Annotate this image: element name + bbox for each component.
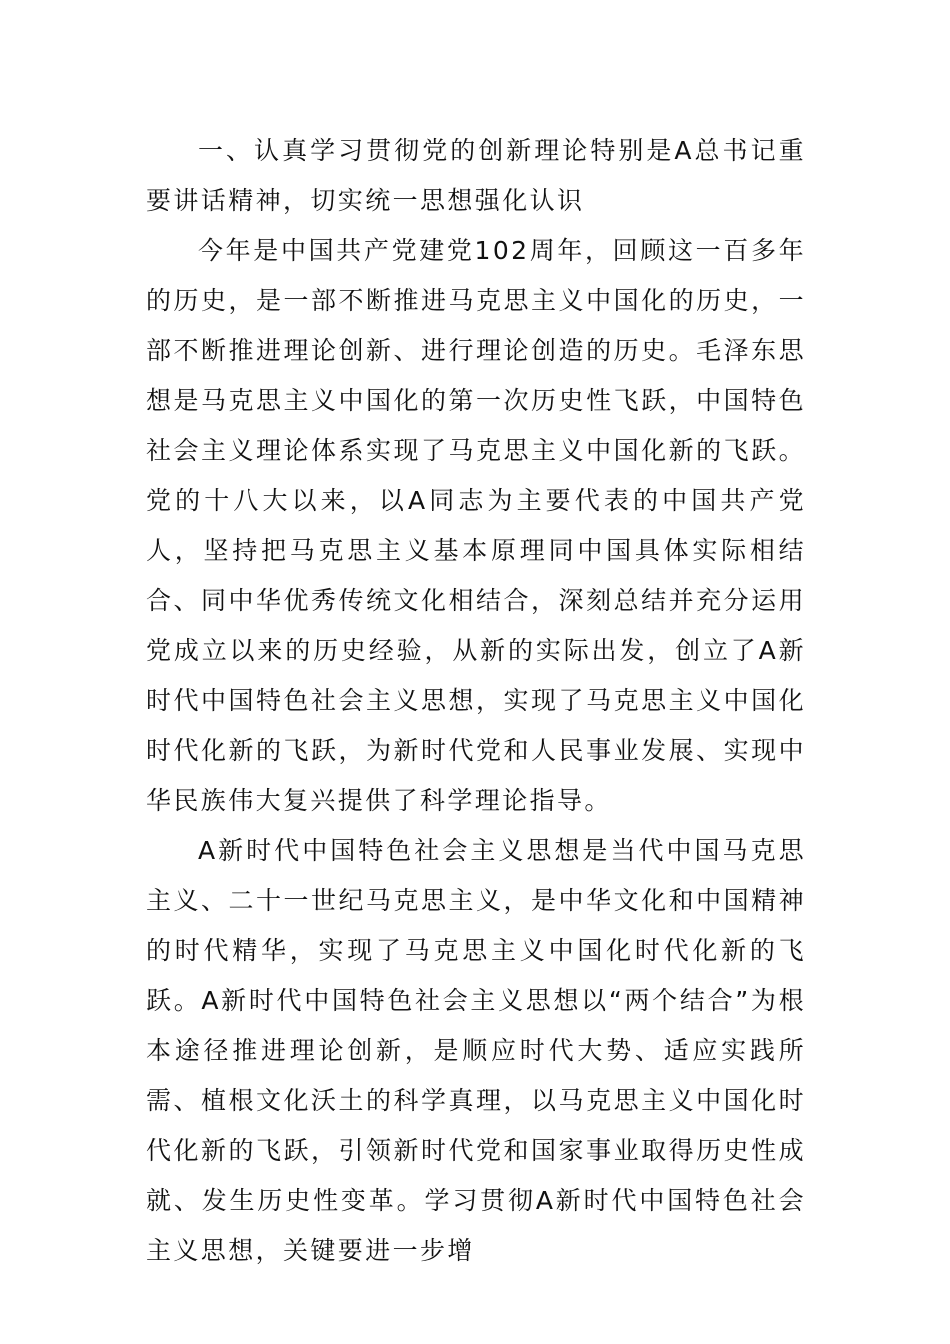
document-body: [146, 126, 806, 1276]
paragraph-2: A新时代中国特色社会主义思想是当代中国马克思主义、二十一世纪马克思主义，是中华文化和中国精神的时代精华，实现了马克思主义中国化时代化新的飞跃。A新时代中国特色社会主义思想以“两个结合”为根本途径推进理论创新，是顺应时代大势、适应实践所需、植根文化沃土的科学真理，以马克思主义中国化时代化新的飞跃，引领新时代党和国家事业取得历史性成就、发生历史性变革。学习贯彻A新时代中国特色社会主义思想，关键要进一步增: [146, 836, 806, 1265]
section-heading: 一、认真学习贯彻党的创新理论特别是A总书记重要讲话精神，切实统一思想强化认识: [146, 136, 806, 215]
paragraph-1: 今年是中国共产党建党102周年，回顾这一百多年的历史，是一部不断推进马克思主义中国化的历史，一部不断推进理论创新、进行理论创造的历史。毛泽东思想是马克思主义中国化的第一次历史性飞跃，中国特色社会主义理论体系实现了马克思主义中国化新的飞跃。党的十八大以来，以A同志为主要代表的中国共产党人，坚持把马克思主义基本原理同中国具体实际相结合、同中华优秀传统文化相结合，深刻总结并充分运用党成立以来的历史经验，从新的实际出发，创立了A新时代中国特色社会主义思想，实现了马克思主义中国化时代化新的飞跃，为新时代党和人民事业发展、实现中华民族伟大复兴提供了科学理论指导。: [146, 236, 806, 815]
